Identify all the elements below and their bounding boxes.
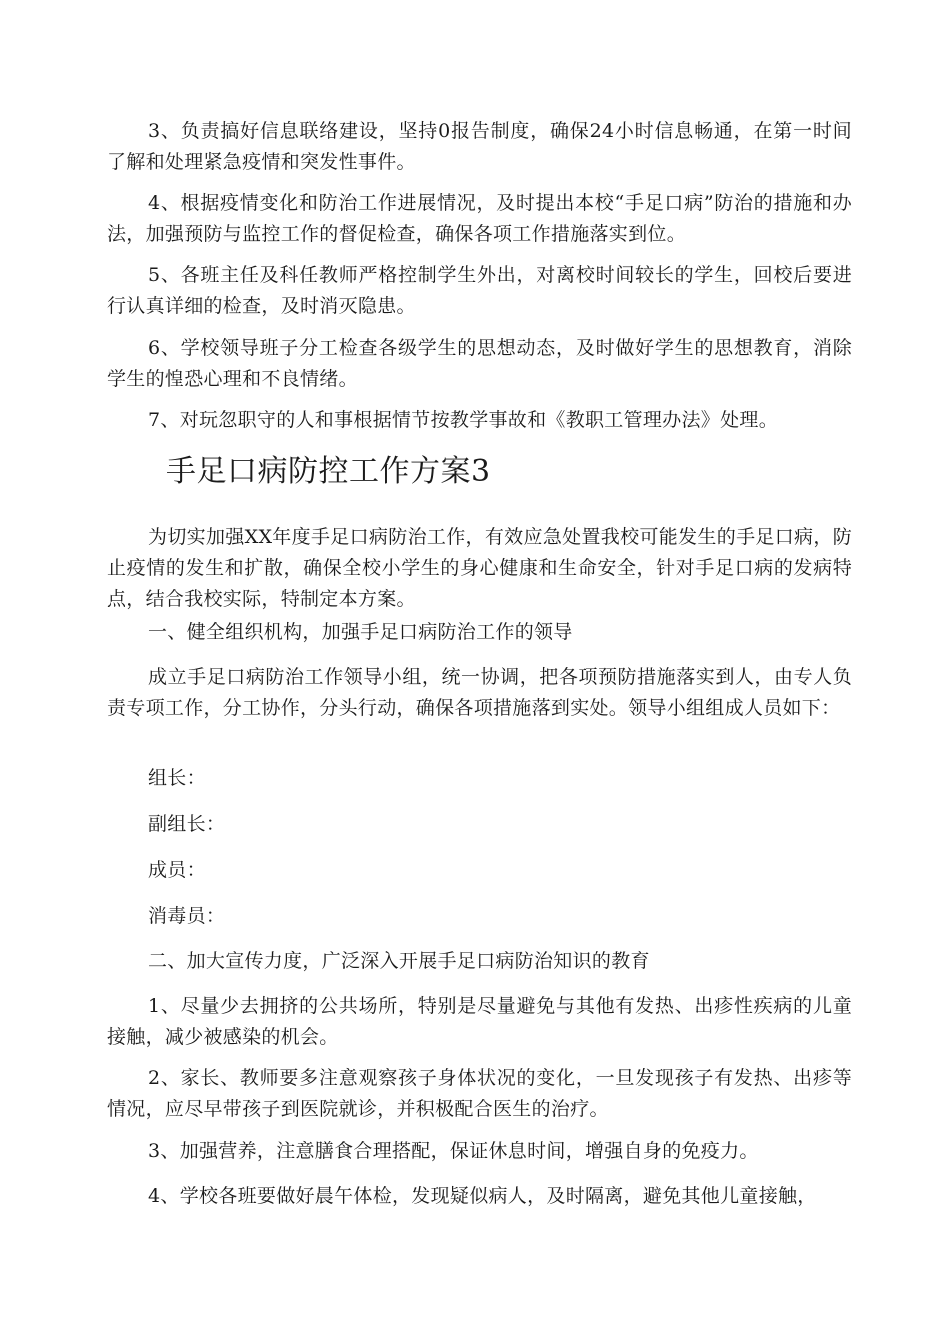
paragraph: 成员： — [148, 859, 206, 881]
paragraph: 4、根据疫情变化和防治工作进展情况，及时提出本校“手足口病”防治的措施和办法，加强预防与监控工作的督促检查，确保各项工作措施落实到位。 — [107, 192, 852, 245]
paragraph: 二、加大宣传力度，广泛深入开展手足口病防治知识的教育 — [148, 950, 650, 972]
paragraph: 1、尽量少去拥挤的公共场所，特别是尽量避免与其他有发热、出疹性疾病的儿童接触，减少被感染的机会。 — [107, 995, 852, 1048]
paragraph: 4、学校各班要做好晨午体检，发现疑似病人，及时隔离，避免其他儿童接触， — [148, 1185, 817, 1207]
paragraph: 一、健全组织机构，加强手足口病防治工作的领导 — [148, 621, 573, 643]
paragraph: 3、负责搞好信息联络建设，坚持0报告制度，确保24小时信息畅通，在第一时间了解和处理紧急疫情和突发性事件。 — [107, 120, 852, 173]
section-heading: 手足口病防控工作方案3 — [166, 454, 491, 489]
paragraph: 成立手足口病防治工作领导小组，统一协调，把各项预防措施落实到人，由专人负责专项工作，分工协作，分头行动，确保各项措施落到实处。领导小组组成人员如下： — [107, 666, 852, 719]
paragraph: 7、对玩忽职守的人和事根据情节按教学事故和《教职工管理办法》处理。 — [148, 409, 778, 431]
paragraph: 3、加强营养，注意膳食合理搭配，保证休息时间，增强自身的免疫力。 — [148, 1140, 759, 1162]
paragraph: 6、学校领导班子分工检查各级学生的思想动态，及时做好学生的思想教育，消除学生的惶恐心理和不良情绪。 — [107, 337, 852, 390]
paragraph: 为切实加强XX年度手足口病防治工作，有效应急处置我校可能发生的手足口病，防止疫情的发生和扩散，确保全校小学生的身心健康和生命安全，针对手足口病的发病特点，结合我校实际，特制定本方案。 — [107, 526, 852, 610]
paragraph: 组长： — [148, 767, 206, 789]
paragraph: 2、家长、教师要多注意观察孩子身体状况的变化，一旦发现孩子有发热、出疹等情况，应尽早带孩子到医院就诊，并积极配合医生的治疗。 — [107, 1067, 852, 1120]
paragraph: 消毒员： — [148, 905, 226, 927]
paragraph: 5、各班主任及科任教师严格控制学生外出，对离校时间较长的学生，回校后要进行认真详细的检查，及时消灭隐患。 — [107, 264, 852, 317]
paragraph: 副组长： — [148, 813, 226, 835]
